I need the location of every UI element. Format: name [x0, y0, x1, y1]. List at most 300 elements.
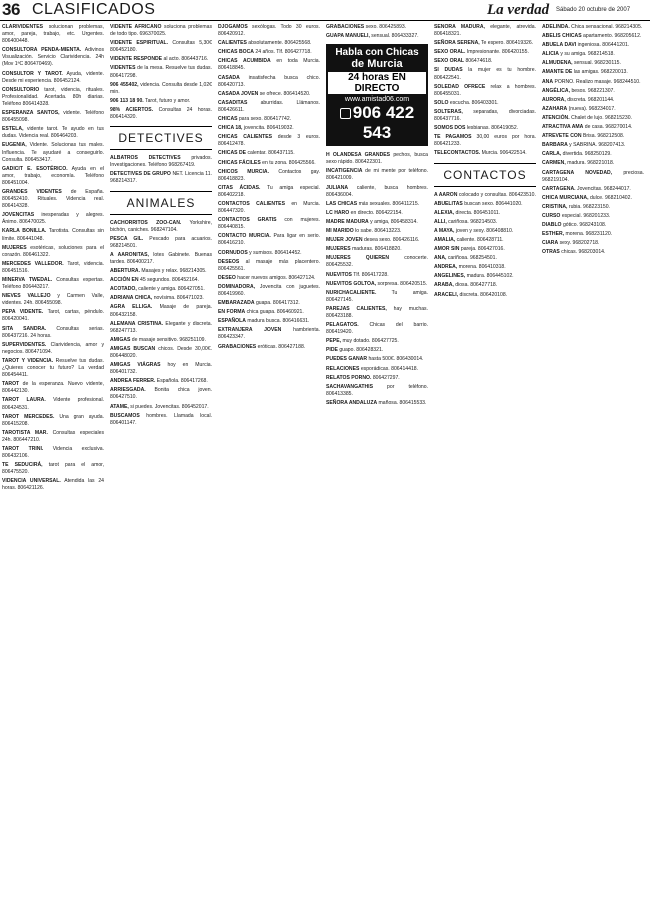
- ad-body: Ayuda, vidente. Desde mi experiencia. 806452124.: [2, 70, 104, 84]
- classified-ad: [434, 201, 536, 208]
- classified-ad: [326, 338, 428, 345]
- page-number: 36: [2, 0, 20, 19]
- ad-body: 806427297.: [372, 374, 400, 381]
- ad-title: SOLEDAD OFRECE: [434, 83, 486, 90]
- classified-ad: [110, 321, 212, 335]
- ad-title: CARTAGENA.: [542, 185, 576, 192]
- ad-title: ABERTURA.: [110, 268, 140, 275]
- ad-body: aburridas. Llámanos. 806426611.: [218, 99, 320, 113]
- ad-body: para sexo. 806417742.: [238, 116, 292, 123]
- ad-body: Yorkshire, bichón, caniches. 968247104.: [110, 219, 212, 233]
- ad-body: esporádicas. 806414418.: [360, 365, 419, 372]
- classified-ad: [218, 58, 320, 72]
- ad-title: VIDENTE ESPIRITUAL.: [110, 40, 169, 47]
- ad-body: Jovencitas. 968244017.: [577, 185, 631, 192]
- ad-body: madura. 806445102.: [466, 273, 514, 280]
- classified-ad: [2, 126, 104, 140]
- classified-ad: [218, 309, 320, 316]
- ad-title: PIDE: [326, 347, 338, 354]
- ad-title: AMALIA,: [434, 236, 456, 243]
- classified-ad: [542, 79, 644, 86]
- classified-ad: [2, 228, 104, 242]
- ad-title: PEPE,: [326, 338, 342, 345]
- ad-title: ESPERANZA SANTOS,: [2, 110, 60, 117]
- ad-title: MUJERES: [326, 246, 351, 253]
- classified-ad: [218, 233, 320, 247]
- ad-title: DESEOS: [218, 258, 240, 265]
- column-4: [326, 24, 428, 898]
- classified-ad: [542, 60, 644, 67]
- classified-ad: [434, 228, 536, 235]
- ad-title: ACCIÓN EN: [110, 277, 139, 284]
- page-header: [0, 0, 650, 21]
- ad-title: SOLO: [434, 99, 449, 106]
- classified-ad: [2, 142, 104, 163]
- classified-ad: [110, 295, 212, 302]
- classified-ad: [434, 125, 536, 132]
- ad-body: desea sexo. 806426116.: [363, 237, 420, 244]
- ad-title: CHICAS DE: [218, 150, 247, 157]
- ad-title: ALEXIA,: [434, 209, 455, 216]
- ad-body: soluciona problemas de todo tipo. 696370025.: [110, 24, 212, 38]
- classified-ad: [542, 204, 644, 211]
- ad-title: ADELINDA.: [542, 24, 570, 30]
- ad-title: PAREJAS CALIENTES,: [326, 305, 387, 312]
- ad-title: TAROT LAURA.: [2, 397, 46, 404]
- ad-body: hoy en Murcia. 806401732.: [110, 362, 212, 376]
- ad-title: ATENCIÓN.: [542, 114, 570, 121]
- ad-title: CONTACTOS GRATIS: [218, 217, 277, 224]
- ad-body: colocado y consultas. 806423510.: [458, 191, 536, 198]
- ad-body: NET. Licencia 11. 968214317.: [110, 171, 212, 185]
- ad-body: insatisfecha busca chico. 806420713.: [218, 74, 320, 88]
- ad-title: SOLTERAS,: [434, 108, 463, 115]
- ad-title: KARLA BONILLA.: [2, 228, 47, 235]
- ad-body: especial. 968201233.: [561, 212, 611, 219]
- ad-body: Atendida las 24 horas. 806421126.: [2, 478, 104, 492]
- ad-body: y sumisos. 806414452.: [249, 249, 302, 256]
- classified-ad: [218, 169, 320, 183]
- ad-body: Clarividencia, amor y negocios. 806471094.: [2, 341, 104, 355]
- ad-title: AMANTE DE: [542, 69, 573, 76]
- classified-ad: [2, 245, 104, 259]
- ad-title: EXTRANJERA JOVEN: [218, 327, 282, 334]
- ad-body: divertida. 968250129.: [562, 151, 612, 158]
- ad-body: con mujeres. 806440815.: [218, 217, 320, 231]
- ad-title: ANGÉLICA,: [542, 87, 571, 94]
- ad-title: TE PAGAMOS: [434, 134, 472, 141]
- ad-title: TAROTISTA MAR.: [2, 429, 48, 436]
- classified-ad: [326, 375, 428, 382]
- ad-body: de mi mente por teléfono. 806421009.: [326, 168, 428, 182]
- column-6: [542, 24, 644, 898]
- ad-body: y amiga, 806458314.: [370, 218, 418, 225]
- ad-title: ALBATROS DETECTIVES: [110, 155, 181, 162]
- ad-body: Chalet de lujo. 968215230.: [571, 114, 632, 121]
- ad-body: besos. 968221307.: [571, 87, 615, 94]
- ad-title: CORNUDOS: [218, 249, 248, 256]
- ad-title: CASADA JOVEN: [218, 90, 259, 97]
- classified-ad: [218, 91, 320, 98]
- classified-ad: [326, 272, 428, 279]
- ad-body: eróticas. 806427188.: [257, 343, 306, 350]
- ad-title: 906 113 18 90.: [110, 97, 144, 104]
- ad-title: DJOGAMOS: [218, 24, 248, 30]
- classified-ad: [434, 40, 536, 47]
- classified-ad: [218, 327, 320, 341]
- ad-title: ESPAÑOLA: [218, 318, 246, 325]
- classified-ad: [110, 107, 212, 121]
- ad-title: PESCA GIL.: [110, 235, 144, 242]
- ad-body: de casa. 968270014.: [584, 124, 633, 131]
- ad-title: SUPERVIDENTES.: [2, 341, 47, 348]
- classified-ad: [434, 246, 536, 253]
- ad-title: NUEVITOS GOLTOA,: [326, 280, 377, 287]
- classified-ad: [2, 293, 104, 307]
- ad-body: pechos, busca sexo rápido. 806422301.: [326, 152, 428, 166]
- classified-ad: [2, 277, 104, 291]
- ad-body: esotéricas, soluciones para el corazón. 806461322.: [2, 244, 104, 258]
- ad-title: PEPA VIDENTE.: [2, 309, 44, 316]
- classified-ad: [110, 220, 212, 234]
- ad-body: muy dotado. 806427725.: [342, 338, 399, 345]
- classified-ad: [542, 24, 644, 31]
- classified-ad: [326, 210, 428, 217]
- ad-title: CARTAGENA NOVEDAD,: [542, 169, 613, 176]
- ad-body: absolutamente. 806425568.: [248, 40, 312, 47]
- classified-ad: [542, 240, 644, 247]
- classified-ad: [326, 322, 428, 336]
- classified-ad: [218, 150, 320, 157]
- classified-ad: [542, 249, 644, 256]
- classified-ad: [218, 275, 320, 282]
- ad-title: ESTHER,: [542, 231, 565, 238]
- ad-body: (nueva). 968234017.: [568, 105, 616, 112]
- ad-title: ALLI,: [434, 218, 447, 225]
- banner-phone: [328, 103, 426, 143]
- ad-title: VIDENTES: [110, 65, 136, 72]
- ad-title: CONSULTOR Y TAROT.: [2, 70, 63, 77]
- ad-title: SACHAVANGATHIS: [326, 383, 373, 390]
- ad-title: MINERVA TWEDAL.: [2, 277, 53, 283]
- classified-ad: [326, 201, 428, 208]
- ad-body: videncia. Consulta desde 1,02€ min.: [110, 81, 212, 95]
- column-3: [218, 24, 320, 898]
- ad-title: CALIENTES: [218, 40, 247, 47]
- ad-title: A AARONITAS,: [110, 251, 149, 258]
- classified-ad: [218, 217, 320, 231]
- ad-body: morena. 968231120.: [565, 231, 613, 238]
- classified-ad: [2, 358, 104, 379]
- classified-ad: [110, 65, 212, 79]
- ad-title: TAROT MERCEDES.: [2, 413, 55, 420]
- section-heading: DETECTIVES: [110, 126, 212, 150]
- ad-title: MUJERES QUIEREN: [326, 255, 390, 262]
- ad-title: VIDENTE AFRICANO: [110, 24, 162, 30]
- ad-body: Tarot, cartas, péndulo. 806420041.: [2, 309, 104, 323]
- classified-ad: [110, 304, 212, 318]
- ad-title: ATREVETE CON: [542, 133, 582, 140]
- ad-body: sensual. 968230115.: [573, 60, 621, 67]
- classified-ad: [434, 67, 536, 81]
- ad-title: CHICAS: [218, 116, 238, 123]
- classified-ad: [2, 326, 104, 340]
- ad-body: por teléfono. 806413385.: [326, 383, 428, 397]
- classified-ad: [542, 97, 644, 104]
- ad-body: la mujer es tu hombre. 806422541.: [434, 67, 536, 81]
- classified-ad: [110, 155, 212, 169]
- classified-ad: [326, 400, 428, 407]
- classified-ad: [110, 362, 212, 376]
- classified-ad: [434, 150, 536, 157]
- classified-ad: [434, 237, 536, 244]
- ad-body: Para ligar en serio. 806416210.: [218, 233, 320, 247]
- ad-title: SOMOS DOS: [434, 125, 466, 132]
- ad-title: CHICA 18,: [218, 125, 243, 132]
- classified-ad: [218, 75, 320, 89]
- classified-ad: [110, 236, 212, 250]
- classified-ad: [542, 133, 644, 140]
- classified-ad: [326, 246, 428, 253]
- ad-body: y Carmen Valle, videntes. 24h. 806455098.: [2, 293, 104, 307]
- ad-body: Resuelve tus dudas. ¿Quieres conocer tu futuro? La verdad 806454411.: [2, 357, 104, 379]
- newspaper-name: La verdad: [487, 2, 550, 18]
- ad-title: GRABACIONES: [218, 343, 257, 350]
- classified-ad: [542, 160, 644, 167]
- classified-ad: [218, 134, 320, 148]
- ad-body: Vidente. Solucionas tus males. Influencia. Te ayudaré a conseguirlo. Consulta. 806453417.: [2, 142, 104, 163]
- ad-title: PELAGATOS.: [326, 322, 359, 329]
- phone-icon: [340, 108, 351, 119]
- classified-ad: [110, 268, 212, 275]
- ad-title: ALEMANA CRISTINA.: [110, 320, 164, 327]
- classified-ad: [218, 201, 320, 215]
- classified-ad: [218, 344, 320, 351]
- ad-body: hay muchas. 806423188.: [326, 305, 428, 319]
- ad-body: tarot, videncia, rituales. Profesionalidad. Acertada. 80h diarias. Teléfono 806414328.: [2, 86, 104, 107]
- ad-body: de la esperanza. Nuevo vidente, 806442130.: [2, 381, 104, 395]
- classified-ad: [542, 222, 644, 229]
- ad-title: ANDREA FERRER.: [110, 378, 156, 385]
- classified-ad: [110, 286, 212, 293]
- classified-ad: [110, 40, 212, 54]
- classified-ad: [2, 71, 104, 85]
- classified-ad: [2, 189, 104, 210]
- ad-title: SEÑORA SERENA,: [434, 40, 480, 47]
- ad-body: caliente, busca hombres. 806436004.: [326, 184, 428, 198]
- classified-ad: [542, 142, 644, 149]
- ad-title: ARABA,: [434, 282, 454, 289]
- classified-ad: [434, 273, 536, 280]
- ad-body: joven y sexy. 806408810.: [455, 227, 514, 234]
- ad-title: AMIGAS: [110, 336, 131, 343]
- ad-title: CARMEN,: [542, 160, 566, 167]
- classified-ad: [434, 282, 536, 289]
- ad-body: calentar. 806437115.: [247, 150, 295, 157]
- ad-title: ANA,: [434, 255, 447, 262]
- ad-body: 24 años. Tlf. 806427718.: [255, 49, 312, 56]
- ad-body: de masaje sensitivo. 968251109.: [131, 336, 206, 343]
- ad-title: SEÑORA ANDALUZA: [326, 399, 378, 406]
- ad-body: maduras. 806418820.: [352, 246, 402, 253]
- ad-body: diosa. 806427718.: [455, 282, 498, 289]
- classified-ad: [2, 342, 104, 356]
- ad-title: SI DUDAS: [434, 67, 463, 74]
- ad-body: Vidente profesional. 806424531.: [2, 397, 104, 411]
- ad-body: Tu amiga. 806427145.: [326, 289, 428, 303]
- classified-ad: [218, 160, 320, 167]
- classified-ad: [326, 356, 428, 363]
- classified-ad: [542, 69, 644, 76]
- classified-ad: [2, 381, 104, 395]
- ad-title: CONTACTOS CALIENTES: [218, 200, 285, 207]
- ad-title: A AARON: [434, 191, 458, 198]
- ad-body: Tlf. 806417228.: [353, 271, 389, 278]
- ad-body: discreta. 968201144.: [567, 96, 615, 103]
- ad-body: Consultas 5,30€ 806452180.: [110, 40, 212, 54]
- ad-body: Videncia exclusiva. 806432106.: [2, 445, 104, 460]
- ad-title: ALICIA: [542, 51, 559, 58]
- ad-title: BUSCAMOS: [110, 412, 140, 419]
- classified-ad: [2, 430, 104, 444]
- ad-title: ALMUDENA,: [542, 60, 573, 67]
- classified-ad: [2, 110, 104, 124]
- ad-title: BARBARA: [542, 142, 568, 149]
- ad-body: de España. 806452410. Rituales. Videncia real. 806414328.: [2, 188, 104, 210]
- classified-ad: [110, 337, 212, 344]
- issue-date: Sábado 20 octubre de 2007: [556, 7, 631, 13]
- ad-title: CASADA: [218, 74, 240, 81]
- ad-body: buscan sexo. 806441020.: [464, 200, 523, 207]
- ad-title: CITAS ÁCIDAS.: [218, 184, 261, 191]
- ad-title: PUEDES GANAR: [326, 356, 368, 363]
- ad-title: LAS CHICAS: [326, 200, 358, 207]
- classified-ad: [2, 397, 104, 411]
- ad-body: Ayuda en el amor, trabajo, economía. Teléfono 806451004.: [2, 165, 104, 186]
- ad-title: GRANDES VIDENTES: [2, 188, 62, 195]
- classified-ad: [2, 261, 104, 275]
- ad-title: EMBARAZADA: [218, 300, 255, 307]
- ad-body: cariñosa. 968254501.: [447, 255, 497, 262]
- ad-body: 806474618.: [465, 58, 493, 65]
- ad-body: sexólogas. Todo 30 euros. 806420912.: [218, 24, 320, 38]
- classified-ad: [434, 134, 536, 148]
- ad-title: CHICOS MURCIA.: [218, 168, 269, 175]
- ad-title: ARACELI,: [434, 291, 459, 298]
- ad-title: ANGELINES,: [434, 273, 466, 280]
- classified-ad: [218, 300, 320, 307]
- classified-ad: [2, 309, 104, 323]
- ad-title: SEXO ORAL.: [434, 49, 466, 56]
- classified-ad: [2, 446, 104, 460]
- ad-body: Consultas 24 horas. 806414320.: [110, 106, 212, 121]
- ad-title: TAROT: [2, 381, 20, 388]
- ad-body: en tu zona. 806425566.: [262, 159, 316, 166]
- ad-title: CHICAS FÁCILES: [218, 159, 261, 166]
- ad-body: caliente. 806428711.: [456, 236, 504, 243]
- ad-body: Jovencita con juguetes. 806419960.: [218, 283, 320, 297]
- ad-title: GRABACIONES: [326, 24, 365, 30]
- ad-body: si puedes. Jovencitas. 806452017.: [130, 403, 209, 410]
- ad-body: madura busca. 806416631.: [247, 318, 310, 325]
- classified-ad: [542, 42, 644, 49]
- ad-body: Masajes y relax. 968214305.: [141, 268, 207, 275]
- ad-body: lotes Gabinete. Buenas tardes. 806400217.: [110, 251, 212, 265]
- ad-body: ingeniosa. 806441201.: [577, 42, 630, 49]
- ad-title: LC HARO: [326, 209, 350, 216]
- ad-body: mañosa. 806415533.: [378, 399, 427, 406]
- ad-body: Consultas especiales 24h. 806447210.: [2, 429, 104, 443]
- classified-ad: [326, 228, 428, 235]
- ad-body: y SABRINA. 968207413.: [569, 142, 626, 149]
- ad-body: Española. 806417268.: [156, 378, 208, 385]
- ad-title: TE SEDUCIRÁ,: [2, 462, 43, 469]
- classified-ad: [434, 24, 536, 38]
- ad-body: Pescado para acuarios. 968214501.: [110, 235, 212, 249]
- ad-body: en directo. 806422154.: [350, 209, 403, 216]
- classified-ad: [542, 88, 644, 95]
- ad-title: JULIANA: [326, 184, 349, 191]
- ad-title: AMIGAS VIÁGRAS: [110, 362, 161, 369]
- ad-body: Consultas serias. 806437216. 24 horas.: [2, 325, 104, 339]
- classified-ad: [110, 404, 212, 411]
- ad-title: ACOTADO,: [110, 286, 137, 293]
- ad-body: Tarot, futuro y amor.: [145, 97, 191, 104]
- classified-ad: [434, 210, 536, 217]
- ad-title: GUAPA MANUELI,: [326, 33, 370, 40]
- ad-title: AMOR SIN: [434, 246, 460, 253]
- ad-body: lo sabe. 806413223.: [355, 228, 402, 235]
- banner-phone-number: 906 422 543: [352, 103, 415, 143]
- classified-ad: [326, 281, 428, 288]
- classified-ad: [218, 24, 320, 38]
- ad-title: SEXO ORAL: [434, 58, 465, 65]
- ad-title: AURORA,: [542, 96, 566, 103]
- ad-body: rubia. 968223150.: [568, 203, 610, 210]
- ad-body: inesperadas y alegres. Ánimo. 806470025.: [2, 212, 104, 226]
- ad-title: CURSO: [542, 212, 561, 219]
- ad-body: pareja. 806427016.: [460, 246, 505, 253]
- ad-title: ESTELA,: [2, 126, 24, 133]
- ad-body: guapa. 806417312.: [255, 300, 300, 307]
- ad-title: SITA SANDRA.: [2, 325, 47, 332]
- classified-ad: [326, 24, 428, 31]
- classified-ad: [434, 264, 536, 271]
- ad-title: MADRE MADURA: [326, 218, 369, 225]
- ad-body: chica guapa. 806460921.: [246, 309, 304, 316]
- ad-title: ANA: [542, 78, 554, 85]
- classified-ad: [434, 219, 536, 226]
- ad-title: AZAHARA: [542, 105, 568, 112]
- classified-ad: [434, 109, 536, 123]
- column-1: [2, 24, 104, 898]
- ad-body: Consultas expertas. Teléfono 806443217.: [2, 277, 104, 291]
- classified-ad: [326, 306, 428, 320]
- ad-body: sensual. 806433327.: [371, 33, 419, 40]
- classified-ad: [326, 347, 428, 354]
- ad-body: más sexuales. 806411215.: [358, 200, 420, 207]
- classified-ad: [218, 259, 320, 273]
- ad-body: escucha. 806403301.: [449, 99, 499, 106]
- classified-ad: [110, 82, 212, 96]
- ad-body: Chicas del barrio. 806419420.: [326, 322, 428, 336]
- classified-ad: [218, 250, 320, 257]
- ad-body: chicas. 968203014.: [561, 249, 606, 256]
- ad-body: Tarot, videncia. 806451516.: [2, 260, 104, 274]
- ad-body: chicos. Desde 30,00€. 806448020.: [110, 345, 212, 359]
- ad-title: CACHORRITOS ZOO-CAN.: [110, 219, 182, 226]
- ad-body: en toda Murcia. 806418845.: [218, 58, 320, 72]
